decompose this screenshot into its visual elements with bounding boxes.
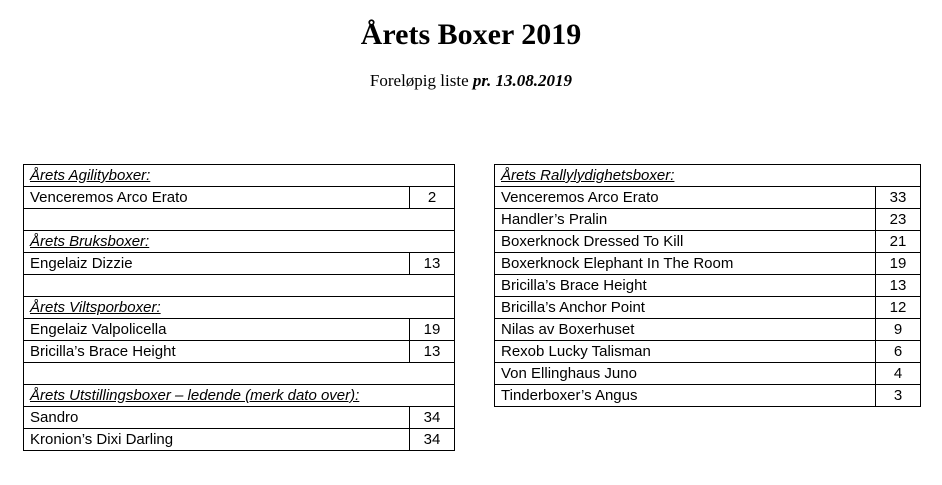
subtitle-date: pr. 13.08.2019 [472, 71, 573, 90]
spacer-row [24, 363, 455, 385]
blank-cell [24, 363, 455, 385]
left-results-table [23, 164, 455, 451]
table-row [495, 363, 921, 385]
table-row [495, 297, 921, 319]
dog-score: 33 [876, 187, 921, 209]
dog-name: Kronion’s Dixi Darling [24, 429, 410, 451]
dog-name: Handler’s Pralin [495, 209, 876, 231]
table-row [24, 407, 455, 429]
dog-score: 9 [876, 319, 921, 341]
dog-score: 19 [410, 319, 455, 341]
table-row [24, 319, 455, 341]
dog-score: 4 [876, 363, 921, 385]
dog-score: 13 [876, 275, 921, 297]
table-row [495, 231, 921, 253]
section-heading-row [495, 165, 921, 187]
dog-score: 3 [876, 385, 921, 407]
dog-score: 13 [410, 253, 455, 275]
dog-score: 6 [876, 341, 921, 363]
section-heading-row [24, 297, 455, 319]
dog-name: Engelaiz Dizzie [24, 253, 410, 275]
section-heading-agility: Årets Agilityboxer: [24, 165, 455, 187]
table-row [495, 253, 921, 275]
section-heading-row [24, 165, 455, 187]
subtitle-prefix: Foreløpig liste [369, 71, 473, 90]
dog-name: Sandro [24, 407, 410, 429]
page-subtitle [0, 71, 942, 91]
table-row [24, 253, 455, 275]
dog-name: Tinderboxer’s Angus [495, 385, 876, 407]
dog-score: 23 [876, 209, 921, 231]
dog-name: Bricilla’s Brace Height [24, 341, 410, 363]
table-row [24, 341, 455, 363]
dog-name: Venceremos Arco Erato [495, 187, 876, 209]
table-row [495, 209, 921, 231]
section-heading-utstilling: Årets Utstillingsboxer – ledende (merk dato over): [24, 385, 455, 407]
table-row [495, 341, 921, 363]
dog-name: Boxerknock Dressed To Kill [495, 231, 876, 253]
section-heading-rallylydighet: Årets Rallylydighetsboxer: [495, 165, 921, 187]
section-heading-row [24, 231, 455, 253]
table-row [24, 429, 455, 451]
right-results-table [494, 164, 921, 407]
section-heading-viltspor: Årets Viltsporboxer: [24, 297, 455, 319]
dog-score: 21 [876, 231, 921, 253]
section-heading-bruks: Årets Bruksboxer: [24, 231, 455, 253]
spacer-row [24, 209, 455, 231]
dog-name: Venceremos Arco Erato [24, 187, 410, 209]
table-row [495, 319, 921, 341]
spacer-row [24, 275, 455, 297]
dog-score: 13 [410, 341, 455, 363]
dog-score: 34 [410, 429, 455, 451]
section-heading-row [24, 385, 455, 407]
dog-name: Von Ellinghaus Juno [495, 363, 876, 385]
dog-score: 34 [410, 407, 455, 429]
dog-name: Engelaiz Valpolicella [24, 319, 410, 341]
table-row [495, 385, 921, 407]
dog-name: Nilas av Boxerhuset [495, 319, 876, 341]
dog-name: Bricilla’s Anchor Point [495, 297, 876, 319]
table-row [495, 275, 921, 297]
blank-cell [24, 275, 455, 297]
dog-name: Boxerknock Elephant In The Room [495, 253, 876, 275]
dog-name: Rexob Lucky Talisman [495, 341, 876, 363]
blank-cell [24, 209, 455, 231]
dog-name: Bricilla’s Brace Height [495, 275, 876, 297]
dog-score: 19 [876, 253, 921, 275]
table-row [24, 187, 455, 209]
table-row [495, 187, 921, 209]
page-title: Årets Boxer 2019 [360, 18, 582, 51]
dog-score: 12 [876, 297, 921, 319]
dog-score: 2 [410, 187, 455, 209]
